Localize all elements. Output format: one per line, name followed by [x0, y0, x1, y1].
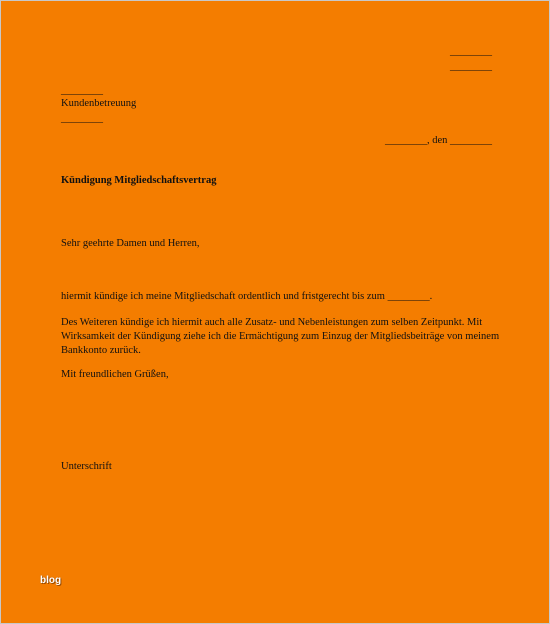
place-date-line: ________, den ________ [384, 135, 492, 146]
recipient-department: Kundenbetreuung [61, 98, 137, 109]
blog-watermark: blog [40, 575, 62, 586]
closing-phrase: Mit freundlichen Grüßen, [61, 369, 169, 380]
recipient-address-line: ________ [61, 113, 103, 124]
body-paragraph-2: Des Weiteren kündige ich hiermit auch alle Zusatz- und Nebenleistungen zum selben Zeitpunkt. Mit Wirksamkeit der Kündigung ziehe ich die Ermächtigung zum Einzug der Mitgliedsbeiträge von meinem Bankkonto zurück. [61, 317, 500, 356]
letter-subject: Kündigung Mitgliedschaftsvertrag [61, 175, 217, 186]
salutation: Sehr geehrte Damen und Herren, [61, 238, 200, 249]
sender-address-line-2: ________ [450, 61, 492, 72]
sender-address-line-1: ________ [450, 46, 492, 57]
recipient-name-line: ________ [61, 85, 103, 96]
body-paragraph-1: hiermit kündige ich meine Mitgliedschaft ordentlich und fristgerecht bis zum ________. [61, 291, 433, 302]
signature-label: Unterschrift [61, 461, 112, 472]
